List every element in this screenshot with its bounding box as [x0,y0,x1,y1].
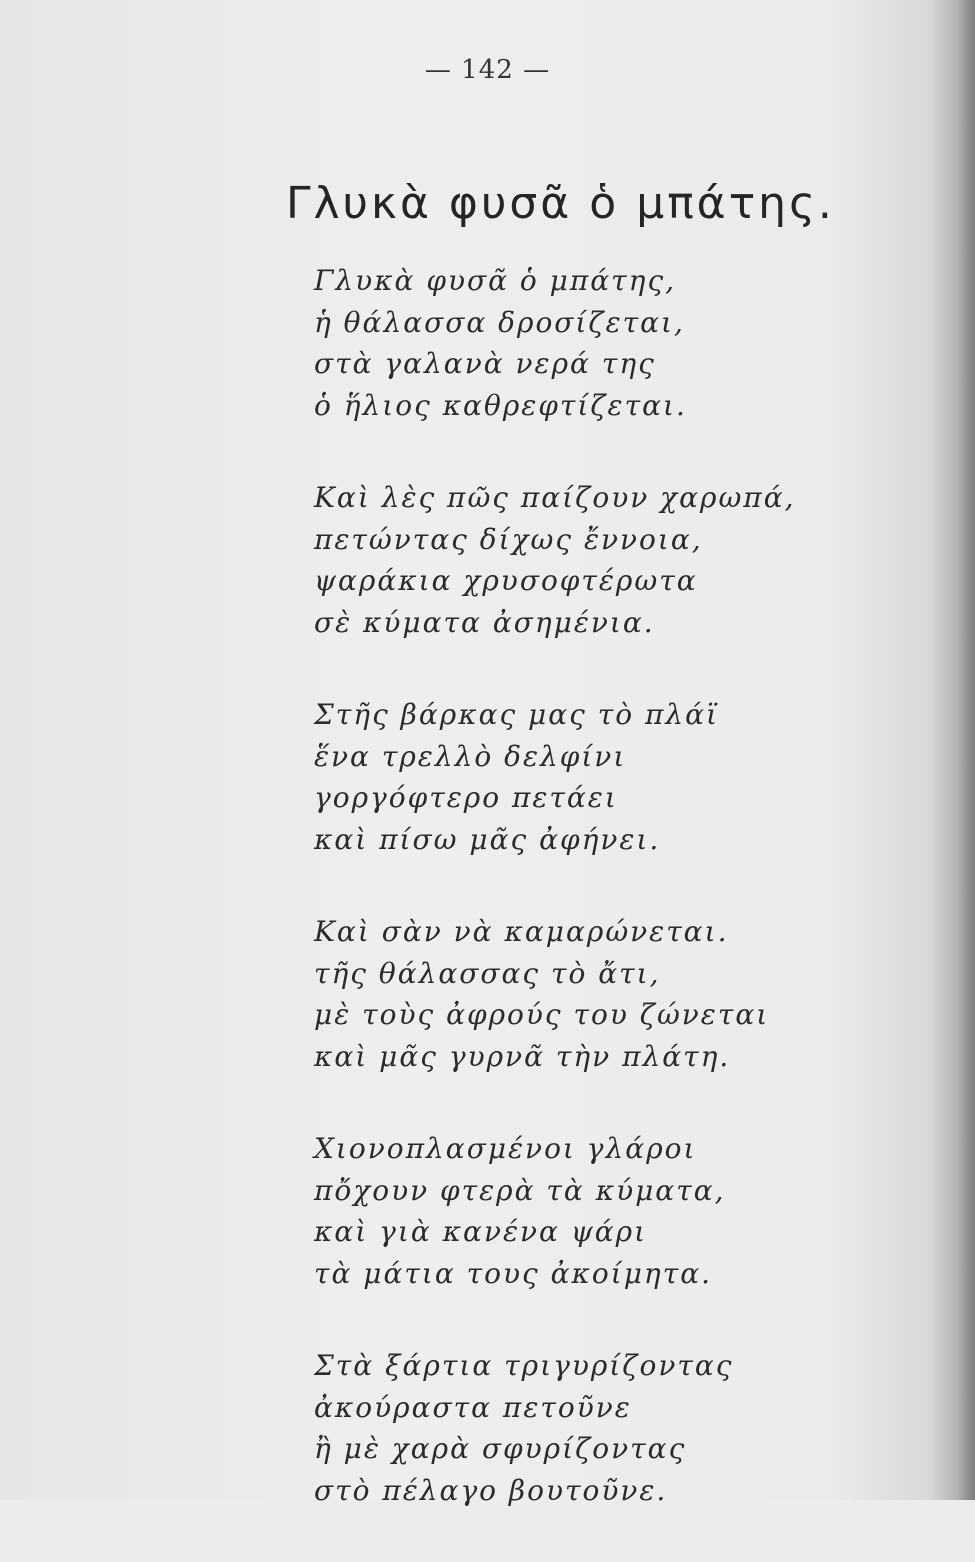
poem-line: Στὰ ξάρτια τριγυρίζοντας [314,1349,734,1382]
poem-line: τῆς θάλασσας τὸ ἄτι, [314,956,661,990]
poem-line: μὲ τοὺς ἀφρούς του ζώνεται [314,998,770,1031]
poem-line: καὶ γιὰ κανένα ψάρι [314,1215,648,1248]
stanza [314,911,874,1077]
poem-line: ἢ μὲ χαρὰ σφυρίζοντας [314,1432,687,1465]
poem-line: πετώντας δίχως ἔννοια, [314,522,703,556]
stanza [314,1345,874,1511]
poem-line: Καὶ σὰν νὰ καμαρώνεται. [314,915,729,948]
poem-body [314,260,874,1562]
poem-line: Στῆς βάρκας μας τὸ πλάϊ [314,698,720,731]
stanza [314,260,874,426]
stanza [314,694,874,860]
poem-line: γοργόφτερο πετάει [314,781,618,814]
poem-line: Χιονοπλασμένοι γλάροι [314,1132,697,1165]
poem-line: Καὶ λὲς πῶς παίζουν χαρωπά, [314,481,796,514]
stanza [314,1128,874,1294]
poem-line: πὄχουν φτερὰ τὰ κύματα, [314,1173,726,1207]
poem-line: ψαράκια χρυσοφτέρωτα [314,564,698,597]
poem-line: στὸ πέλαγο βουτοῦνε. [314,1473,668,1507]
poem-line: ἡ θάλασσα δροσίζεται, [314,305,685,339]
poem-title: Γλυκὰ φυσᾶ ὁ μπάτης. [286,178,835,229]
stanza [314,477,874,643]
poem-line: ὁ ἥλιος καθρεφτίζεται. [314,388,687,422]
page-number: — 142 — [424,55,551,85]
poem-line: ἀκούραστα πετοῦνε [314,1390,632,1424]
binding-shadow [930,0,975,1500]
poem-line: στὰ γαλανὰ νερά της [314,347,656,380]
poem-line: Γλυκὰ φυσᾶ ὁ μπάτης, [314,264,677,297]
poem-line: ἕνα τρελλὸ δελφίνι [314,739,627,773]
poem-line: σὲ κύματα ἀσημένια. [314,605,655,639]
poem-line: τὰ μάτια τους ἀκοίμητα. [314,1256,713,1290]
poem-line: καὶ πίσω μᾶς ἀφήνει. [314,822,661,856]
poem-line: καὶ μᾶς γυρνᾶ τὴν πλάτη. [314,1039,731,1073]
